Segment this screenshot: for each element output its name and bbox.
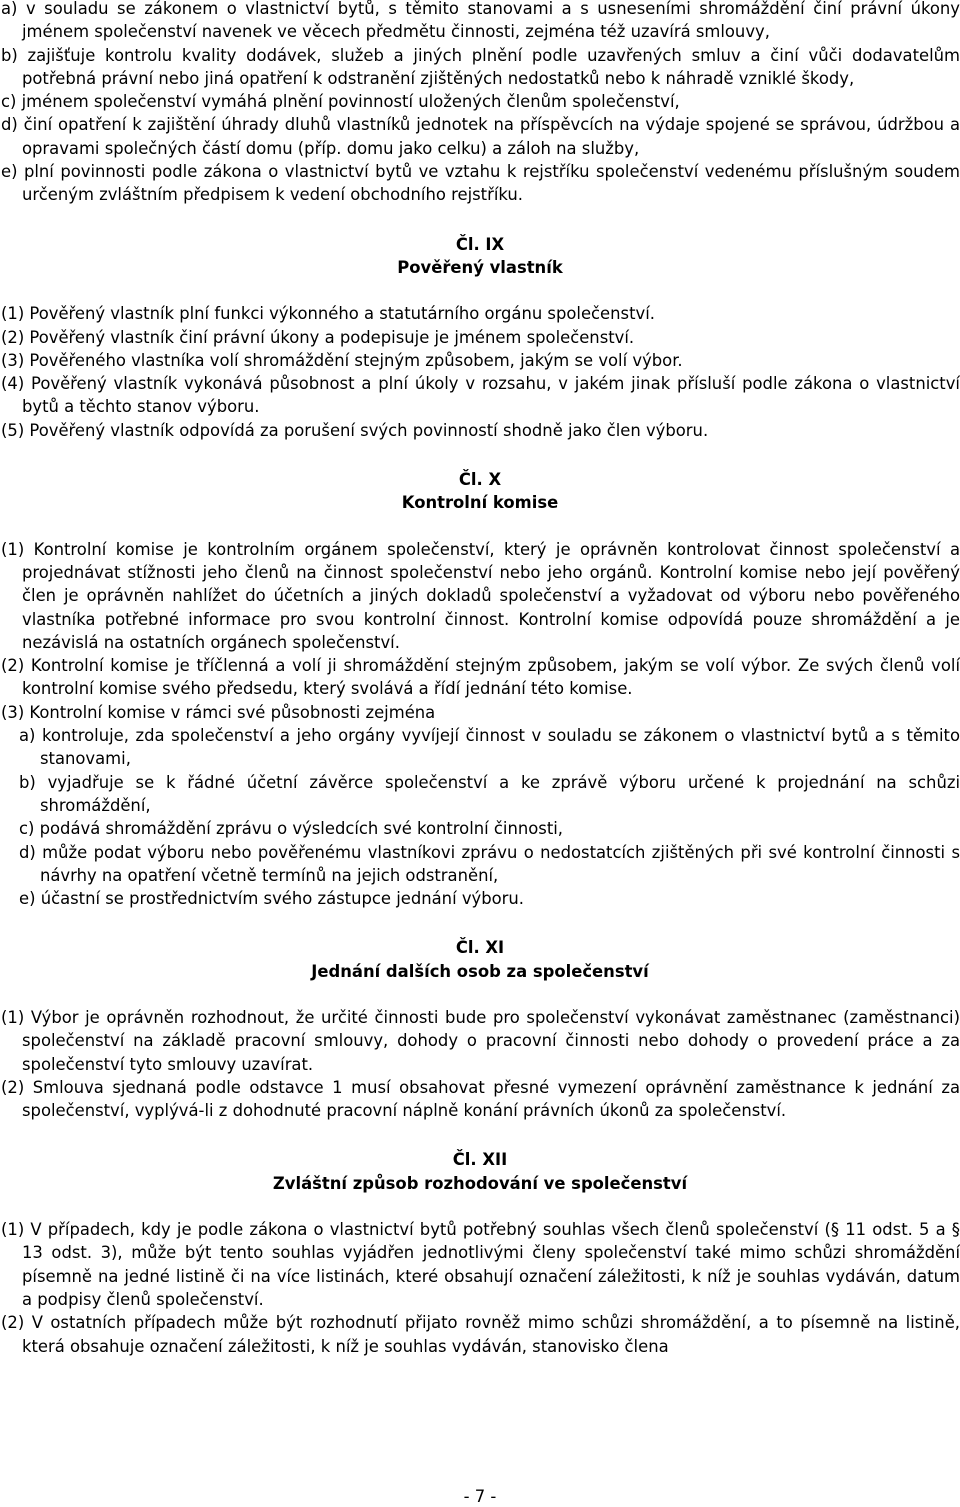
article-9-para-5: (5) Pověřený vlastník odpovídá za porušení svých povinností shodně jako člen výboru.	[1, 420, 709, 440]
article-11-para-1: (1) Výbor je oprávněn rozhodnout, že určité činnosti bude pro společenství vykonávat zaměstnanec (zaměstnanci) společenství na základě pracovní smlouvy, dohody o pracovní činnosti nebo dohody o provedení práce a za společenství tyto smlouvy uzavírat.	[1, 1007, 960, 1074]
article-12-title: Zvláštní způsob rozhodování ve společenství	[272, 1173, 688, 1193]
intro-item-a: a) v souladu se zákonem o vlastnictví bytů, s těmito stanovami a s usneseními shromáždění činí právní úkony jménem společenství navenek ve věcech předmětu činnosti, zejména též uzavírá smlouvy,	[1, 0, 960, 42]
article-10-number: Čl. X	[458, 470, 502, 490]
article-10-subitem-c: c) podává shromáždění zprávu o výsledcích své kontrolní činnosti,	[19, 819, 564, 839]
article-12	[0, 1148, 960, 1357]
article-10-para-3: (3) Kontrolní komise v rámci své působnosti zejména	[1, 702, 436, 722]
article-9-para-1: (1) Pověřený vlastník plní funkci výkonného a statutárního orgánu společenství.	[1, 304, 655, 324]
intro-item-d: d) činí opatření k zajištění úhrady dluhů vlastníků jednotek na příspěvcích na výdaje spojené se správou, údržbou a opravami společných částí domu (příp. domu jako celku) a záloh na služby,	[1, 115, 960, 158]
article-10-subitem-e: e) účastní se prostřednictvím svého zástupce jednání výboru.	[19, 889, 524, 909]
intro-item-b: b) zajišťuje kontrolu kvality dodávek, služeb a jiných plnění podle uzavřených smluv a činí vůči dodavatelům potřebná právní nebo jiná opatření k odstranění zjištěných nedostatků nebo k náhradě vzniklé škody,	[1, 45, 960, 88]
article-9-para-2: (2) Pověřený vlastník činí právní úkony a podepisuje je jménem společenství.	[1, 327, 635, 347]
article-10-subitem-d: d) může podat výboru nebo pověřenému vlastníkovi zprávu o nedostatcích zjištěných při své kontrolní činnosti s návrhy na opatření včetně termínů na jejich odstranění,	[19, 842, 960, 885]
article-11-title: Jednání dalších osob za společenství	[311, 961, 649, 981]
article-11	[0, 936, 960, 1122]
article-9-title: Pověřený vlastník	[397, 257, 563, 277]
article-12-para-2: (2) V ostatních případech může být rozhodnutí přijato rovněž mimo schůzi shromáždění, a to písemně na listině, která obsahuje označení záležitosti, k níž je souhlas vydáván, stanovisko člena	[1, 1313, 960, 1356]
article-10-para-2: (2) Kontrolní komise je tříčlenná a volí ji shromáždění stejným způsobem, jakým se volí výbor. Ze svých členů volí kontrolní komise svého předsedu, který svolává a řídí jednání této komise.	[1, 656, 960, 699]
article-9-para-3: (3) Pověřeného vlastníka volí shromáždění stejným způsobem, jakým se volí výbor.	[1, 350, 683, 370]
article-9-number: Čl. IX	[455, 234, 505, 254]
intro-item-c: c) jménem společenství vymáhá plnění povinností uložených členům společenství,	[1, 92, 680, 112]
article-12-number: Čl. XII	[452, 1150, 508, 1170]
intro-list	[0, 0, 960, 207]
page-number: - 7 -	[463, 1487, 497, 1506]
intro-item-e: e) plní povinnosti podle zákona o vlastnictví bytů ve vztahu k rejstříku společenství vedenému příslušným soudem určeným zvláštním předpisem k vedení obchodního rejstříku.	[1, 162, 960, 205]
article-11-para-2: (2) Smlouva sjednaná podle odstavce 1 musí obsahovat přesné vymezení oprávnění zaměstnance k jednání za společenství, vyplývá-li z dohodnuté pracovní náplně konání právních úkonů za společenství.	[1, 1077, 960, 1121]
article-10-title: Kontrolní komise	[401, 493, 559, 513]
article-11-number: Čl. XI	[455, 938, 505, 958]
article-9-para-4: (4) Pověřený vlastník vykonává působnost a plní úkoly v rozsahu, v jakém jinak přísluší podle zákona o vlastnictví bytů a těchto stanov výboru.	[1, 374, 960, 417]
article-10	[0, 468, 960, 910]
article-10-subitem-b: b) vyjadřuje se k řádné účetní závěrce společenství a ke zprávě výboru určené k projednání na schůzi shromáždění,	[19, 772, 960, 815]
article-10-subitem-a: a) kontroluje, zda společenství a jeho orgány vyvíjejí činnost v souladu se zákonem o vlastnictví bytů a s těmito stanovami,	[19, 726, 960, 769]
article-9	[0, 233, 960, 442]
article-10-para-1: (1) Kontrolní komise je kontrolním orgánem společenství, který je oprávněn kontrolovat činnost společenství a projednávat stížnosti jeho členů na činnost společenství nebo jeho orgánů. Kontrolní komise nebo její pověřený člen je oprávněn nahlížet do účetních a jiných dokladů společenství a vyžadovat od výboru nebo pověřeného vlastníka potřebné informace pro svou kontrolní činnost. Kontrolní komise odpovídá pouze shromáždění a je nezávislá na ostatních orgánech společenství.	[1, 539, 960, 652]
article-12-para-1: (1) V případech, kdy je podle zákona o vlastnictví bytů potřebný souhlas všech členů společenství (§ 11 odst. 5 a § 13 odst. 3), může být tento souhlas vyjádřen jednotlivými členy společenství také mimo schůzi shromáždění písemně na jedné listině či na více listinách, které obsahují označení záležitosti, k níž je souhlas vydáván, datum a podpisy členů společenství.	[1, 1220, 960, 1309]
